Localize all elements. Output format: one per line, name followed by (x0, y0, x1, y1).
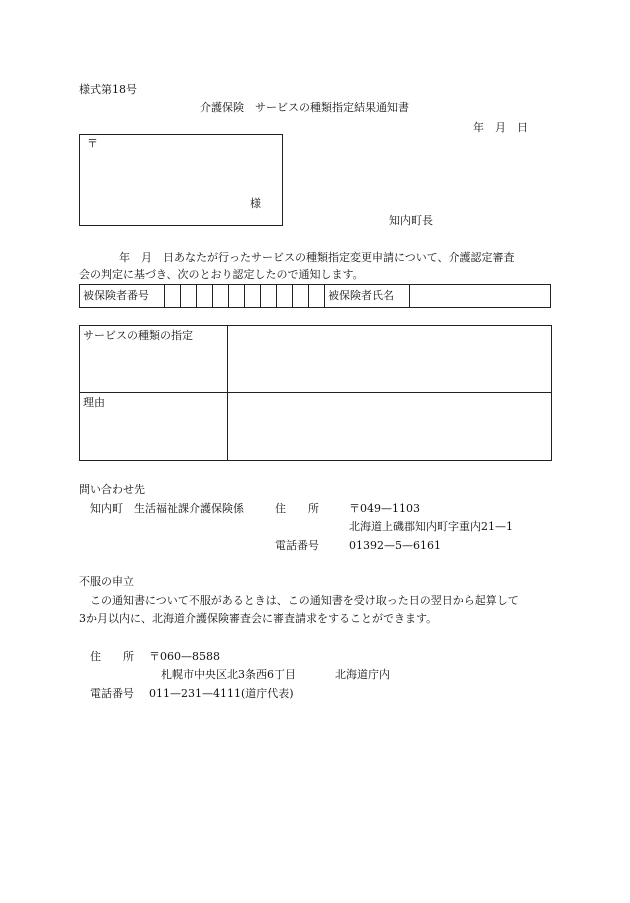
digit-cell (293, 285, 309, 308)
digit-cell (213, 285, 229, 308)
contact-address: 北海道上磯郡知内町字重内21—1 (349, 520, 513, 533)
digit-cell (181, 285, 197, 308)
objection-line-2: 3か月以内に、北海道介護保険審査会に審査請求をすることができます。 (79, 612, 438, 625)
recipient-address-box (79, 134, 283, 226)
result-table (79, 325, 552, 461)
body-line-2: 会の判定に基づき、次のとおり認定したので通知します。 (79, 268, 364, 281)
objection-heading: 不服の申立 (79, 575, 134, 588)
contact-postal-code: 〒049—1103 (349, 502, 420, 515)
postal-mark: 〒 (87, 137, 98, 150)
contact-phone: 01392—5—6161 (349, 539, 441, 552)
digit-cell (309, 285, 325, 308)
reason-value (228, 393, 552, 461)
objection-line-1: この通知書について不服があるときは、この通知書を受け取った日の翌日から起算して (90, 594, 519, 607)
designation-value (228, 326, 552, 393)
digit-cell (277, 285, 293, 308)
digit-cell (245, 285, 261, 308)
reason-label: 理由 (80, 393, 228, 461)
digit-cell (165, 285, 181, 308)
body-line-1: 年 月 日あなたが行ったサービスの種類指定変更申請について、介護認定審査 (119, 251, 515, 264)
issuer-name: 知内町長 (389, 214, 433, 227)
issue-date: 年 月 日 (473, 121, 528, 134)
hokkaido-office: 北海道庁内 (335, 668, 390, 681)
hokkaido-address-label: 住 所 (90, 650, 134, 663)
designation-label: サービスの種類の指定 (80, 326, 228, 393)
insured-name-value (410, 285, 551, 308)
document-title: 介護保険 サービスの種類指定結果通知書 (200, 101, 409, 114)
insured-name-label: 被保険者氏名 (325, 285, 410, 308)
contact-department: 知内町 生活福祉課介護保険係 (90, 502, 244, 515)
recipient-honorific: 様 (250, 197, 261, 210)
hokkaido-phone: 011—231—4111(道庁代表) (149, 687, 294, 700)
digit-cell (197, 285, 213, 308)
insured-number-label: 被保険者番号 (80, 285, 165, 308)
contact-address-label: 住 所 (275, 502, 319, 515)
contact-phone-label: 電話番号 (275, 539, 319, 552)
contact-heading: 問い合わせ先 (79, 483, 145, 496)
digit-cell (261, 285, 277, 308)
hokkaido-phone-label: 電話番号 (90, 687, 134, 700)
insured-info-table (79, 284, 551, 308)
digit-cell (229, 285, 245, 308)
form-number: 様式第18号 (79, 83, 137, 96)
hokkaido-postal-code: 〒060—8588 (149, 650, 220, 663)
hokkaido-address: 札幌市中央区北3条西6丁目 (161, 668, 296, 681)
